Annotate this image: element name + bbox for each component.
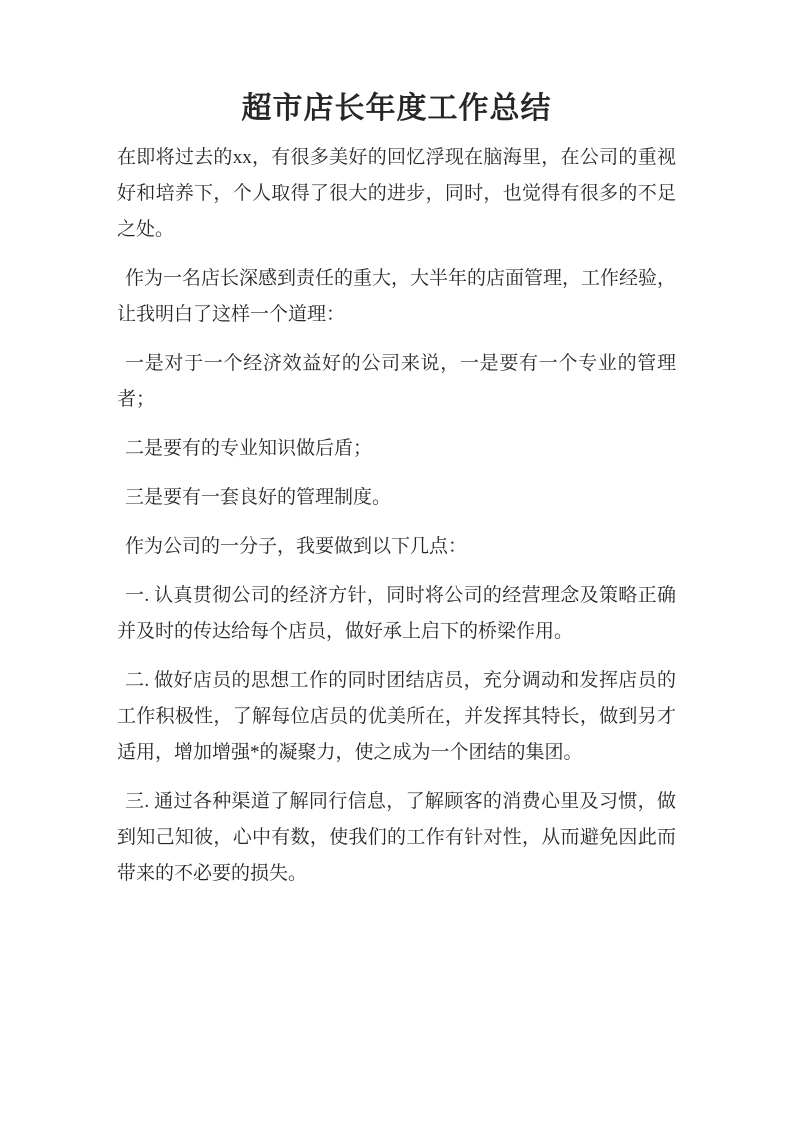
paragraph: 作为公司的一分子，我要做到以下几点： (125, 536, 468, 557)
paragraph: 一是对于一个经济效益好的公司来说，一是要有一个专业的管理者； (117, 353, 676, 410)
document-body (117, 140, 676, 892)
paragraph: 一. 认真贯彻公司的经济方针，同时将公司的经营理念及策略正确并及时的传达给每个店员，做好承上启下的桥梁作用。 (117, 585, 676, 642)
paragraph: 三. 通过各种渠道了解同行信息，了解顾客的消费心里及习惯，做到知己知彼，心中有数，使我们的工作有针对性，从而避免因此而带来的不必要的损失。 (117, 791, 676, 884)
document-title: 超市店长年度工作总结 (241, 92, 552, 125)
paragraph: 在即将过去的xx，有很多美好的回忆浮现在脑海里，在公司的重视好和培养下，个人取得了很大的进步，同时，也觉得有很多的不足之处。 (117, 147, 676, 240)
paragraph: 作为一名店长深感到责任的重大，大半年的店面管理，工作经验，让我明白了这样一个道理： (117, 268, 677, 325)
paragraph: 二是要有的专业知识做后盾； (125, 438, 373, 459)
paragraph: 二. 做好店员的思想工作的同时团结店员，充分调动和发挥店员的工作积极性，了解每位店员的优美所在，并发挥其特长，做到另才适用，增加增强*的凝聚力，使之成为一个团结的集团。 (117, 670, 676, 763)
paragraph: 三是要有一套良好的管理制度。 (125, 487, 392, 508)
